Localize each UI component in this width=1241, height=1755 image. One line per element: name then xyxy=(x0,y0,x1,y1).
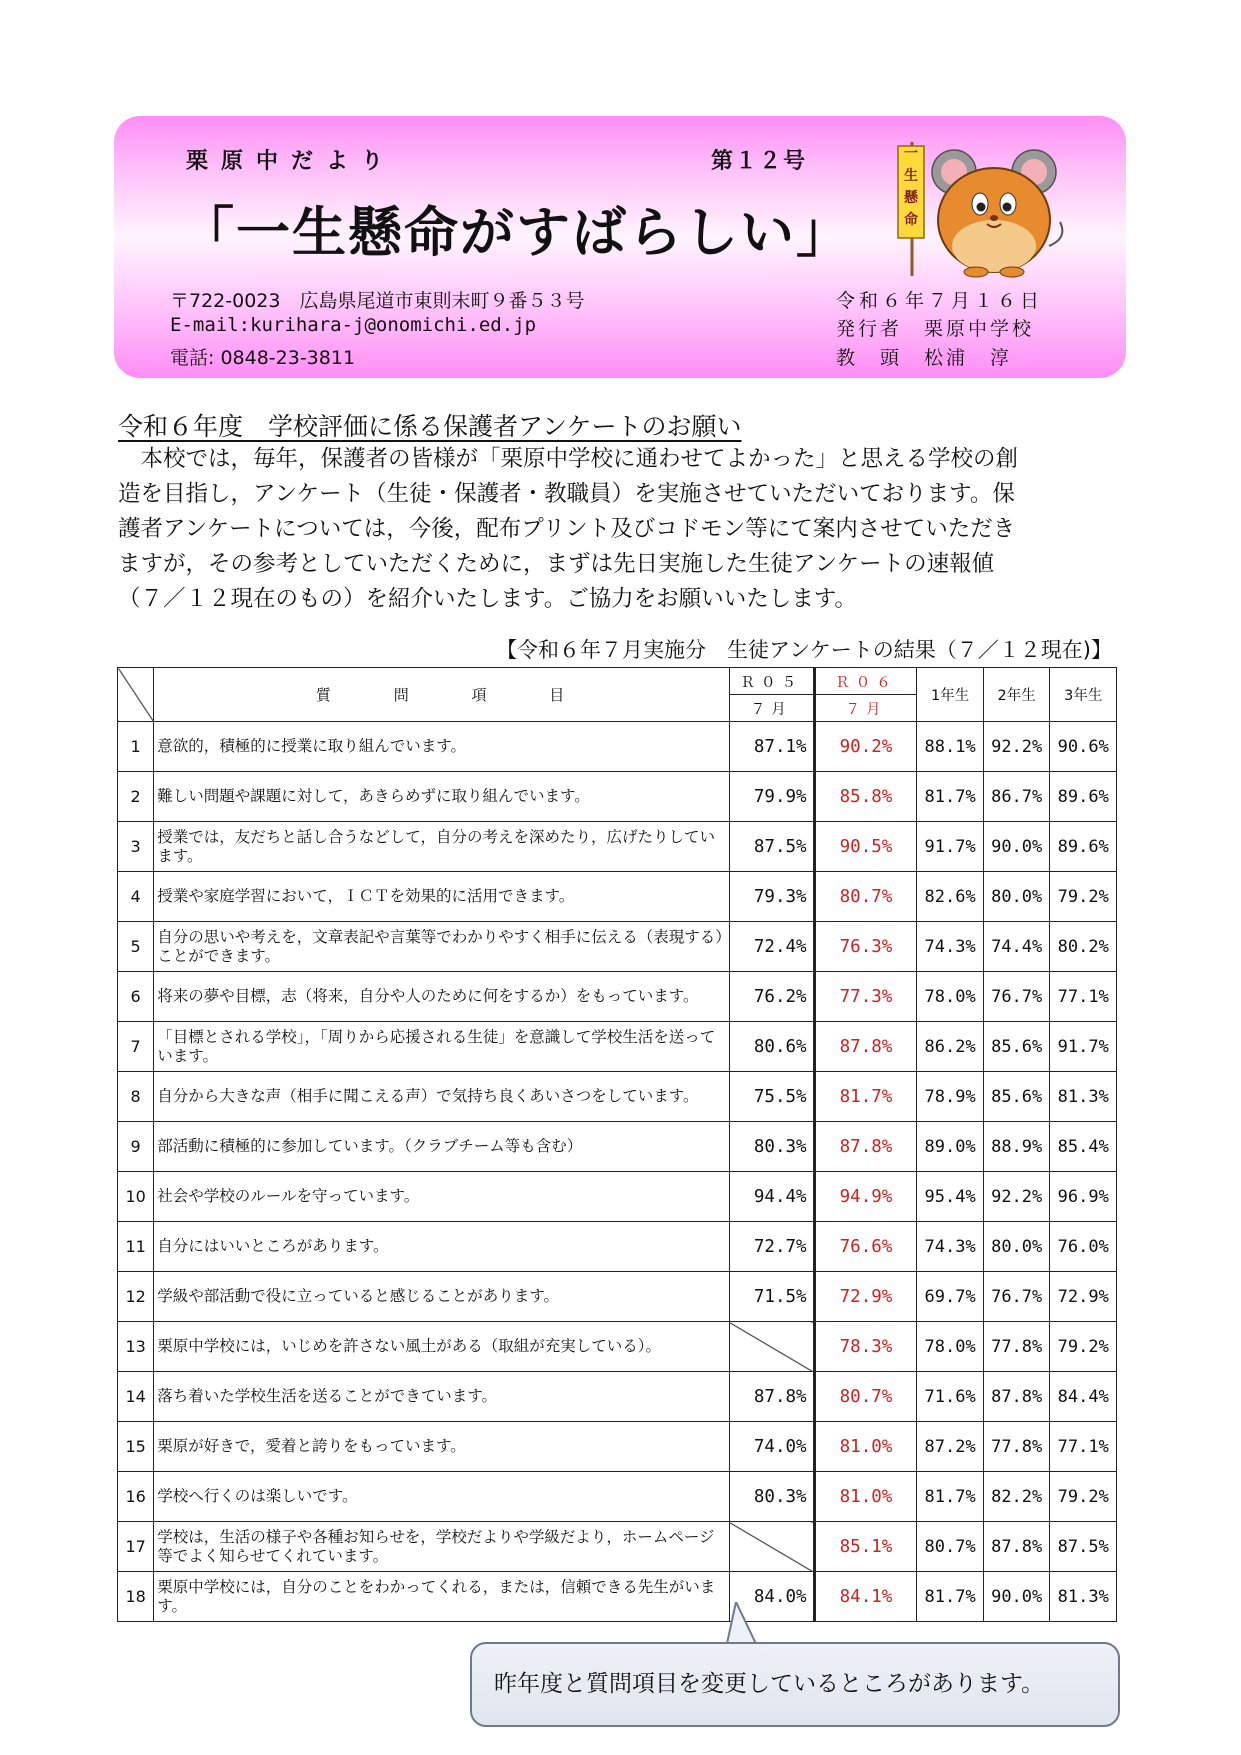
row-grade3-value: 91.7% xyxy=(1050,1022,1117,1072)
row-grade2-value: 88.9% xyxy=(983,1122,1050,1172)
row-r06-value: 81.7% xyxy=(814,1072,917,1122)
row-grade1-value: 80.7% xyxy=(917,1522,984,1572)
row-grade1-value: 87.2% xyxy=(917,1422,984,1472)
row-number: 14 xyxy=(118,1372,154,1422)
row-r05-value: 74.0% xyxy=(729,1422,814,1472)
row-r05-value: 75.5% xyxy=(729,1072,814,1122)
row-grade1-value: 78.0% xyxy=(917,1322,984,1372)
row-grade3-value: 90.6% xyxy=(1050,722,1117,772)
header-curr-month: ７月 xyxy=(814,695,917,722)
row-r05-value: 87.1% xyxy=(729,722,814,772)
table-row xyxy=(118,1122,1117,1172)
row-r05-value: 80.3% xyxy=(729,1472,814,1522)
row-r06-value: 90.5% xyxy=(814,822,917,872)
row-grade3-value: 77.1% xyxy=(1050,972,1117,1022)
row-grade2-value: 77.8% xyxy=(983,1322,1050,1372)
row-question: 栗原が好きで，愛着と誇りをもっています。 xyxy=(154,1422,730,1472)
row-grade1-value: 78.0% xyxy=(917,972,984,1022)
row-r06-value: 76.6% xyxy=(814,1222,917,1272)
row-question: 栗原中学校には，いじめを許さない風土がある（取組が充実している）。 xyxy=(154,1322,730,1372)
row-grade3-value: 87.5% xyxy=(1050,1522,1117,1572)
header-corner-cell xyxy=(118,668,154,722)
row-number: 16 xyxy=(118,1472,154,1522)
row-r05-value: 72.7% xyxy=(729,1222,814,1272)
table-row xyxy=(118,1522,1117,1572)
row-r06-value: 90.2% xyxy=(814,722,917,772)
row-grade2-value: 92.2% xyxy=(983,722,1050,772)
table-caption: 【令和６年７月実施分 生徒アンケートの結果（７／１２現在)】 xyxy=(496,638,1112,662)
row-r05-not-applicable xyxy=(729,1322,814,1372)
row-number: 3 xyxy=(118,822,154,872)
table-row xyxy=(118,1072,1117,1122)
row-grade2-value: 76.7% xyxy=(983,972,1050,1022)
row-r06-value: 77.3% xyxy=(814,972,917,1022)
intro-line: ますが，その参考としていただくために，まずは先日実施した生徒アンケートの速報値 xyxy=(118,551,995,577)
row-r06-value: 94.9% xyxy=(814,1172,917,1222)
survey-results-table xyxy=(117,667,1117,1622)
table-row xyxy=(118,1172,1117,1222)
row-number: 4 xyxy=(118,872,154,922)
header-question: 質 問 項 目 xyxy=(154,668,730,722)
row-number: 1 xyxy=(118,722,154,772)
row-question: 社会や学校のルールを守っています。 xyxy=(154,1172,730,1222)
header-grade1: 1年生 xyxy=(917,668,984,722)
table-row xyxy=(118,1472,1117,1522)
row-r06-value: 85.1% xyxy=(814,1522,917,1572)
row-r06-value: 81.0% xyxy=(814,1472,917,1522)
row-number: 2 xyxy=(118,772,154,822)
row-grade3-value: 72.9% xyxy=(1050,1272,1117,1322)
row-grade1-value: 74.3% xyxy=(917,922,984,972)
row-grade1-value: 86.2% xyxy=(917,1022,984,1072)
publisher: 発行者 栗原中学校 xyxy=(836,318,1035,340)
row-grade1-value: 91.7% xyxy=(917,822,984,872)
header-grade3: 3年生 xyxy=(1050,668,1117,722)
row-r06-value: 80.7% xyxy=(814,872,917,922)
row-grade3-value: 89.6% xyxy=(1050,822,1117,872)
table-row xyxy=(118,1322,1117,1372)
issue-date: 令和６年７月１６日 xyxy=(836,290,1044,312)
header-prev-year: Ｒ０５ xyxy=(729,668,814,695)
section-heading: 令和６年度 学校評価に係る保護者アンケートのお願い xyxy=(118,412,742,441)
row-number: 17 xyxy=(118,1522,154,1572)
row-r05-value: 79.3% xyxy=(729,872,814,922)
row-r05-value: 80.3% xyxy=(729,1122,814,1172)
table-row xyxy=(118,772,1117,822)
row-grade1-value: 88.1% xyxy=(917,722,984,772)
row-r06-value: 78.3% xyxy=(814,1322,917,1372)
row-r05-value: 94.4% xyxy=(729,1172,814,1222)
row-grade3-value: 81.3% xyxy=(1050,1572,1117,1622)
row-grade2-value: 85.6% xyxy=(983,1022,1050,1072)
row-grade2-value: 92.2% xyxy=(983,1172,1050,1222)
row-r05-value: 71.5% xyxy=(729,1272,814,1322)
row-grade1-value: 74.3% xyxy=(917,1222,984,1272)
row-grade3-value: 79.2% xyxy=(1050,872,1117,922)
header-prev-month: ７月 xyxy=(729,695,814,722)
school-phone: 電話: 0848-23-3811 xyxy=(170,347,356,369)
issue-number: 第１２号 xyxy=(711,149,808,174)
row-number: 15 xyxy=(118,1422,154,1472)
table-row xyxy=(118,1572,1117,1622)
header-grade2: 2年生 xyxy=(983,668,1050,722)
table-row xyxy=(118,1422,1117,1472)
row-grade2-value: 76.7% xyxy=(983,1272,1050,1322)
row-grade2-value: 85.6% xyxy=(983,1072,1050,1122)
row-grade2-value: 90.0% xyxy=(983,822,1050,872)
row-grade1-value: 81.7% xyxy=(917,1472,984,1522)
row-r06-value: 87.8% xyxy=(814,1022,917,1072)
intro-paragraph xyxy=(118,442,1118,617)
row-question: 部活動に積極的に参加しています。（クラブチーム等も含む） xyxy=(154,1122,730,1172)
row-question: 自分から大きな声（相手に聞こえる声）で気持ち良くあいさつをしています。 xyxy=(154,1072,730,1122)
table-row xyxy=(118,872,1117,922)
vice-principal: 教 頭 松浦 淳 xyxy=(836,347,1013,369)
row-question: 学校へ行くのは楽しいです。 xyxy=(154,1472,730,1522)
row-number: 7 xyxy=(118,1022,154,1072)
row-r05-value: 79.9% xyxy=(729,772,814,822)
table-row xyxy=(118,922,1117,972)
row-question: 「目標とされる学校」，「周りから応援される生徒」を意識して学校生活を送っています。 xyxy=(154,1022,730,1072)
school-email[interactable]: E-mail:kurihara-j@onomichi.ed.jp xyxy=(170,314,537,336)
row-r06-value: 87.8% xyxy=(814,1122,917,1172)
row-number: 11 xyxy=(118,1222,154,1272)
row-r06-value: 84.1% xyxy=(814,1572,917,1622)
row-grade3-value: 80.2% xyxy=(1050,922,1117,972)
intro-line: 本校では，毎年，保護者の皆様が「栗原中学校に通わせてよかった」と思える学校の創 xyxy=(118,446,1019,472)
row-grade2-value: 80.0% xyxy=(983,872,1050,922)
row-number: 9 xyxy=(118,1122,154,1172)
row-grade1-value: 95.4% xyxy=(917,1172,984,1222)
mascot-banner-glyph-1: 一 xyxy=(904,146,918,162)
row-grade2-value: 90.0% xyxy=(983,1572,1050,1622)
table-row xyxy=(118,822,1117,872)
row-number: 10 xyxy=(118,1172,154,1222)
intro-line: （７／１２現在のもの）を紹介いたします。ご協力をお願いいたします。 xyxy=(118,586,857,612)
row-question: 将来の夢や目標，志（将来，自分や人のために何をするか）をもっています。 xyxy=(154,972,730,1022)
row-r06-value: 76.3% xyxy=(814,922,917,972)
table-body xyxy=(118,722,1117,1622)
row-grade2-value: 87.8% xyxy=(983,1372,1050,1422)
table-row xyxy=(118,1372,1117,1422)
row-grade3-value: 76.0% xyxy=(1050,1222,1117,1272)
newsletter-name: 栗原中だより xyxy=(186,149,397,174)
row-r05-value: 72.4% xyxy=(729,922,814,972)
row-grade1-value: 89.0% xyxy=(917,1122,984,1172)
newsletter-title: 「一生懸命がすばらしい」 xyxy=(180,200,852,264)
row-grade2-value: 77.8% xyxy=(983,1422,1050,1472)
row-r05-value: 76.2% xyxy=(729,972,814,1022)
row-grade2-value: 74.4% xyxy=(983,922,1050,972)
row-grade3-value: 81.3% xyxy=(1050,1072,1117,1122)
school-address: 〒722-0023 広島県尾道市東則末町９番５３号 xyxy=(170,290,585,312)
row-grade1-value: 71.6% xyxy=(917,1372,984,1422)
row-r06-value: 80.7% xyxy=(814,1372,917,1422)
table-row xyxy=(118,972,1117,1022)
row-grade2-value: 86.7% xyxy=(983,772,1050,822)
row-question: 授業では，友だちと話し合うなどして，自分の考えを深めたり，広げたりしています。 xyxy=(154,822,730,872)
row-grade3-value: 79.2% xyxy=(1050,1472,1117,1522)
row-r06-value: 85.8% xyxy=(814,772,917,822)
row-grade3-value: 77.1% xyxy=(1050,1422,1117,1472)
row-grade2-value: 82.2% xyxy=(983,1472,1050,1522)
row-grade1-value: 69.7% xyxy=(917,1272,984,1322)
row-r05-value: 80.6% xyxy=(729,1022,814,1072)
row-r05-value: 87.8% xyxy=(729,1372,814,1422)
row-number: 8 xyxy=(118,1072,154,1122)
row-grade3-value: 79.2% xyxy=(1050,1322,1117,1372)
note-text: 昨年度と質問項目を変更しているところがあります。 xyxy=(494,1671,1045,1697)
row-question: 学級や部活動で役に立っていると感じることがあります。 xyxy=(154,1272,730,1322)
row-question: 自分の思いや考えを，文章表記や言葉等でわかりやすく相手に伝える（表現する）ことができます。 xyxy=(154,922,730,972)
mascot-banner-glyph-4: 命 xyxy=(904,212,918,228)
row-question: 難しい問題や課題に対して，あきらめずに取り組んでいます。 xyxy=(154,772,730,822)
row-grade3-value: 89.6% xyxy=(1050,772,1117,822)
row-grade3-value: 85.4% xyxy=(1050,1122,1117,1172)
table-row xyxy=(118,1022,1117,1072)
row-grade1-value: 81.7% xyxy=(917,1572,984,1622)
intro-line: 造を目指し，アンケート（生徒・保護者・教職員）を実施させていただいております。保 xyxy=(118,481,1015,507)
mascot-banner-glyph-2: 生 xyxy=(904,168,918,184)
row-question: 意欲的，積極的に授業に取り組んでいます。 xyxy=(154,722,730,772)
row-r06-value: 72.9% xyxy=(814,1272,917,1322)
table-row xyxy=(118,1272,1117,1322)
row-grade2-value: 87.8% xyxy=(983,1522,1050,1572)
row-number: 18 xyxy=(118,1572,154,1622)
row-grade3-value: 84.4% xyxy=(1050,1372,1117,1422)
row-grade1-value: 81.7% xyxy=(917,772,984,822)
row-number: 6 xyxy=(118,972,154,1022)
row-number: 12 xyxy=(118,1272,154,1322)
row-grade3-value: 96.9% xyxy=(1050,1172,1117,1222)
row-question: 授業や家庭学習において，ＩＣＴを効果的に活用できます。 xyxy=(154,872,730,922)
row-question: 落ち着いた学校生活を送ることができています。 xyxy=(154,1372,730,1422)
row-r05-value: 84.0% xyxy=(729,1572,814,1622)
mascot-banner-glyph-3: 懸 xyxy=(904,190,918,206)
row-r05-value: 87.5% xyxy=(729,822,814,872)
row-question: 自分にはいいところがあります。 xyxy=(154,1222,730,1272)
header-curr-year: Ｒ０６ xyxy=(814,668,917,695)
row-r06-value: 81.0% xyxy=(814,1422,917,1472)
row-grade1-value: 78.9% xyxy=(917,1072,984,1122)
mouse-mascot-icon xyxy=(884,138,1070,280)
table-row xyxy=(118,722,1117,772)
intro-line: 護者アンケートについては，今後，配布プリント及びコドモン等にて案内させていただき xyxy=(118,516,1016,542)
row-question: 学校は，生活の様子や各種お知らせを，学校だよりや学級だより，ホームページ等でよく知らせてくれています。 xyxy=(154,1522,730,1572)
table-header-row xyxy=(118,668,1117,695)
row-grade1-value: 82.6% xyxy=(917,872,984,922)
row-grade2-value: 80.0% xyxy=(983,1222,1050,1272)
row-number: 5 xyxy=(118,922,154,972)
row-number: 13 xyxy=(118,1322,154,1372)
table-row xyxy=(118,1222,1117,1272)
row-r05-not-applicable xyxy=(729,1522,814,1572)
row-question: 栗原中学校には，自分のことをわかってくれる，または，信頼できる先生がいます。 xyxy=(154,1572,730,1622)
